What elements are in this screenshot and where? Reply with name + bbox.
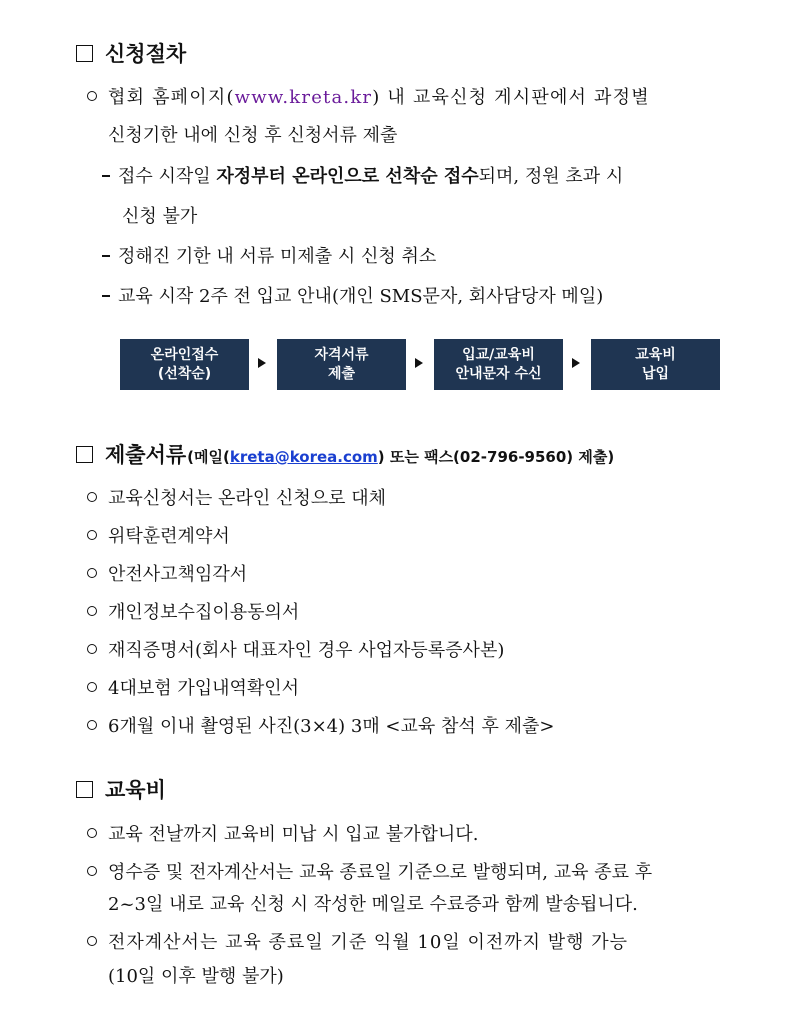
list-subitem: 접수 시작일 자정부터 온라인으로 선착순 접수되며, 정원 초과 시	[118, 166, 624, 187]
circle-bullet-icon	[87, 568, 97, 578]
list-item: 위탁훈련계약서	[108, 526, 230, 547]
dash-bullet-icon	[102, 255, 110, 257]
list-subitem: 교육 시작 2주 전 입교 안내(개인 SMS문자, 회사담당자 메일)	[118, 286, 604, 307]
circle-bullet-icon	[87, 606, 97, 616]
list-item: 전자계산서는 교육 종료일 기준 익월 10일 이전까지 발행 가능	[108, 932, 628, 953]
list-item-continuation: (10일 이후 발행 불가)	[108, 966, 284, 987]
list-item: 안전사고책임각서	[108, 564, 248, 585]
flow-step-admission-sms: 입교/교육비 안내문자 수신	[434, 339, 563, 390]
dash-bullet-icon	[102, 175, 110, 177]
circle-bullet-icon	[87, 720, 97, 730]
square-bullet-icon	[76, 45, 93, 62]
circle-bullet-icon	[87, 530, 97, 540]
section-title: 제출서류	[105, 443, 187, 467]
list-item-continuation: 신청기한 내에 신청 후 신청서류 제출	[108, 125, 398, 146]
arrow-right-icon	[415, 358, 423, 368]
section-heading-application	[76, 38, 186, 68]
section-title: 교육비	[105, 778, 166, 802]
list-item-continuation: 2~3일 내로 교육 신청 시 작성한 메일로 수료증과 함께 발송됩니다.	[108, 894, 638, 915]
list-item: 영수증 및 전자계산서는 교육 종료일 기준으로 발행되며, 교육 종료 후	[108, 862, 653, 883]
flow-step-online-application: 온라인접수 (선착순)	[120, 339, 249, 390]
list-item: 협회 홈페이지(www.kreta.kr) 내 교육신청 게시판에서 과정별	[108, 87, 650, 108]
flow-step-submit-documents: 자격서류 제출	[277, 339, 406, 390]
circle-bullet-icon	[87, 936, 97, 946]
circle-bullet-icon	[87, 828, 97, 838]
section-subtitle: (메일(kreta@korea.com) 또는 팩스(02-796-9560) 제출)	[187, 448, 615, 466]
square-bullet-icon	[76, 446, 93, 463]
dash-bullet-icon	[102, 295, 110, 297]
circle-bullet-icon	[87, 492, 97, 502]
section-title: 신청절차	[105, 42, 187, 66]
list-item: 4대보험 가입내역확인서	[108, 678, 300, 699]
flow-step-pay-fee: 교육비 납입	[591, 339, 720, 390]
website-link[interactable]: www.kreta.kr	[234, 87, 373, 108]
list-item: 교육신청서는 온라인 신청으로 대체	[108, 488, 386, 509]
email-link[interactable]: kreta@korea.com	[229, 448, 378, 466]
list-subitem-continuation: 신청 불가	[122, 206, 198, 227]
circle-bullet-icon	[87, 91, 97, 101]
circle-bullet-icon	[87, 682, 97, 692]
list-item: 교육 전날까지 교육비 미납 시 입교 불가합니다.	[108, 824, 479, 845]
list-item: 6개월 이내 촬영된 사진(3×4) 3매 <교육 참석 후 제출>	[108, 716, 555, 737]
list-item: 개인정보수집이용동의서	[108, 602, 300, 623]
circle-bullet-icon	[87, 866, 97, 876]
arrow-right-icon	[572, 358, 580, 368]
section-heading-fee	[76, 774, 166, 804]
arrow-right-icon	[258, 358, 266, 368]
square-bullet-icon	[76, 781, 93, 798]
section-heading-documents	[76, 439, 614, 469]
list-item: 재직증명서(회사 대표자인 경우 사업자등록증사본)	[108, 640, 505, 661]
circle-bullet-icon	[87, 644, 97, 654]
list-subitem: 정해진 기한 내 서류 미제출 시 신청 취소	[118, 246, 437, 267]
